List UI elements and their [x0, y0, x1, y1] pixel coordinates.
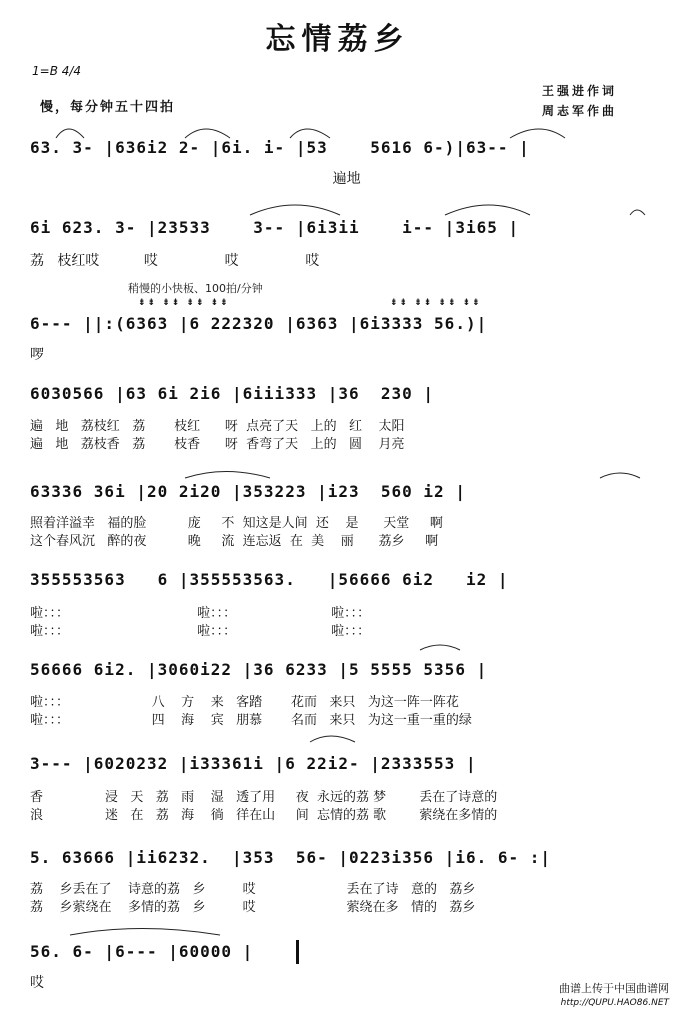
notation-system-6: 355553563 6 |355553563. |56666 6i2 i2 | [30, 570, 509, 589]
lyricist-credit: 王强进作词 [542, 84, 618, 98]
composer-credit: 周志军作曲 [542, 104, 618, 118]
lyric-line-verse-1: 照着洋溢幸 福的脸 庞 不 知这是人间 还 是 天堂 啊 [30, 516, 443, 531]
slur [510, 129, 565, 138]
lyric-line-verse-2: 浪 迷 在 荔 海 徜 徉在山 间 忘情的荔 歌 萦绕在多情的 [30, 808, 498, 823]
lyric-line-verse-2: 这个春风沉 醉的夜 晚 流 连忘返 在 美 丽 荔乡 啊 [30, 534, 439, 549]
slur [445, 205, 530, 215]
lyric-line-verse-2: 遍 地 荔枝香 荔 枝香 呀 香弯了天 上的 圆 月亮 [30, 437, 405, 452]
lyric-line: 啰 [30, 347, 44, 363]
notation-system-4: 6030566 |63 6i 2i6 |6iii333 |36 230 | [30, 384, 435, 403]
notation-system-3: 6--- ||:(6363 |6 222320 |6363 |6i3333 56.)| [30, 314, 488, 333]
slur [70, 929, 220, 936]
notation-system-5: 63336 36i |20 2i20 |353223 |i23 560 i2 | [30, 482, 466, 501]
grace-note-marks: ⇟⇟ ⇟⇟ ⇟⇟ ⇟⇟ [390, 298, 482, 308]
slur [310, 736, 355, 742]
notation-system-1: 63. 3- |636i2 2- |6i. i- |53 5616 6-)|63-- | [30, 138, 530, 157]
notation-system-7: 56666 6i2. |3060i22 |36 6233 |5 5555 5356 | [30, 660, 488, 679]
notation-system-2: 6i 623. 3- |23533 3-- |6i3ii i-- |3i65 | [30, 218, 520, 237]
notation-system-10: 56. 6- |6--- |60000 | [30, 942, 254, 961]
lyric-line-verse-2: 啦：：： 啦：：： 啦：：： [30, 624, 371, 639]
slur [290, 129, 330, 138]
tempo-change-marking: 稍慢的小快板、100拍/分钟 [128, 282, 263, 295]
lyric-line-verse-2: 啦：：： 四 海 宾 朋慕 名而 来只 为这一重一重的绿 [30, 713, 472, 728]
lyric-line-verse-1: 荔 乡丢在了 诗意的荔 乡 哎 丢在了诗 意的 荔乡 [30, 882, 476, 897]
lyric-line-verse-2: 荔 乡萦绕在 多情的荔 乡 哎 萦绕在多 情的 荔乡 [30, 900, 476, 915]
lyric-line: 遍地 [30, 171, 361, 187]
final-barline [296, 940, 299, 964]
watermark-url: http://QUPU.HAO86.NET [560, 998, 669, 1008]
lyric-line-verse-1: 遍 地 荔枝红 荔 枝红 呀 点亮了天 上的 红 太阳 [30, 419, 405, 434]
slur [185, 129, 230, 138]
lyric-line-verse-1: 啦：：： 啦：：： 啦：：： [30, 606, 371, 621]
key-signature: 1=B 4/4 [32, 64, 82, 78]
watermark-text: 曲谱上传于中国曲谱网 [559, 982, 669, 995]
slur [630, 210, 645, 215]
notation-system-8: 3--- |6020232 |i33361i |6 22i2- |2333553 | [30, 754, 477, 773]
slur [420, 645, 460, 650]
tempo-marking: 慢，每分钟五十四拍 [40, 100, 176, 115]
notation-system-9: 5. 63666 |ii6232. |353 56- |0223i356 |i6. 6- :| [30, 848, 552, 867]
grace-note-marks: ⇟⇟ ⇟⇟ ⇟⇟ ⇟⇟ [138, 298, 230, 308]
slur [250, 205, 340, 215]
slur [600, 473, 640, 478]
slur [56, 129, 84, 138]
lyric-line-verse-1: 香 浸 天 荔 雨 湿 透了用 夜 永远的荔 梦 丢在了诗意的 [30, 790, 498, 805]
song-title: 忘情荔乡 [265, 22, 410, 57]
slur [185, 472, 270, 479]
lyric-line-verse-1: 啦：：： 八 方 来 客踏 花而 来只 为这一阵一阵花 [30, 695, 459, 710]
lyric-line: 哎 [30, 975, 44, 991]
lyric-line: 荔 枝红哎 哎 哎 哎 [30, 253, 320, 269]
